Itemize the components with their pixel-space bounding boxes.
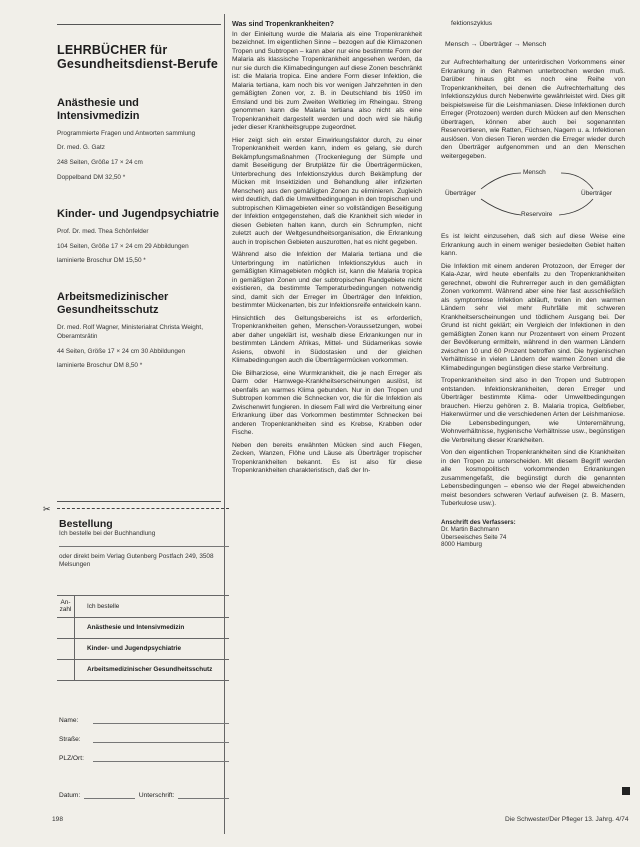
order-row[interactable]	[57, 660, 229, 681]
article-paragraph: Während also die Infektion der Malaria tertiana und die Unterbringung im natürlichen Infektionszyklus auch in gemäßigten Klimagebieten möglich ist, kann die Malaria tropica in gemäßigten Zonen und der subtropischen Randgebiete nicht existieren, da bestimmte Temperaturbedingungen notwendig sind, damit sich der Erreger im Überträger den Infektion, bestimmter Mückenarten, bis zur Infektionsreife entwickeln kann.	[232, 251, 422, 309]
qty-field[interactable]	[57, 618, 75, 638]
end-mark	[622, 787, 630, 795]
scissors-icon: ✂	[43, 504, 51, 514]
journal-source: Die Schwester/Der Pfleger 13. Jahrg. 4/74	[505, 816, 629, 823]
diagram-top-label: Mensch	[523, 169, 546, 176]
author-address	[441, 519, 625, 549]
name-field[interactable]	[59, 705, 229, 724]
article-paragraph: Von den eigentlichen Tropenkrankheiten sind die Krankheiten in den Tropen zu unterscheiden. Mit diesem Begriff werden alle kosmopolitisch vorkommenden Erkrankungen zusammengefaßt, die begünstigt durch die genannten Lebensbedingungen – ebenso wie der Regel abweichenden meist besonders schweren Verlauf aufweisen (z. B. Masern, Tuberkulose usw.).	[441, 449, 625, 507]
qty-header: An-zahl	[57, 596, 75, 617]
article-paragraph: Die Infektion mit einem anderen Protozoon, der Erreger der Kala-Azar, wird heute ebenfalls zu den Tropenkrankheiten gerechnet, obwohl die Ruhrerreger auch in den gemäßigten Zonen vorkommt. Während aber eine hier fast ausschließlich als symptomlose Infektion abläuft, treten in den warmen Ländern sehr viel mehr Ruhrfälle mit schweren Krankheitserscheinungen und tödlichem Ausgang bei. Der Grund ist nicht geklärt; ein Vergleich der Infektionen in den gemäßigten Zonen kann nur Prozentwert von einem Prozent der Bevölkerung ermitteln, während in den warmen Ländern zwischen 10 und 60 Prozent betroffen sind. Die hygienischen Verhältnisse in vielen Ländern der warmen Zonen und die Klimabedingungen begünstigen diese starke Verbreitung.	[441, 262, 625, 372]
order-line-publisher: oder direkt beim Verlag Gutenberg Postfach 249, 3508 Melsungen	[59, 553, 214, 568]
article-continuation: fektionszyklus	[451, 20, 493, 27]
diagram-bottom-label: Reservoire	[521, 211, 553, 218]
book-author-2: Prof. Dr. med. Thea Schönfelder	[57, 227, 149, 235]
author-line: Überseeisches Seite 74	[441, 533, 507, 541]
article-paragraph: Hier zeigt sich ein erster Einwirkungsfaktor durch, zu einer Tropenkrankheit werden kann, indem es gelang, sie durch Bekämpfungsmaßnahmen (Trockenlegung der Sümpfe und damit Beseitigung der Brutplätze für die Überträgermücken, Unterbrechung des Infektionszyklus durch Bekämpfung der Mücken mit Insektiziden und Behandlung aller infizierten Menschen) aus den gemäßigten Zonen zu eliminieren. Zugleich wird deutlich, daß die Umweltbedingungen in den tropischen und subtropischen Klimagebieten einer so vollständigen Beseitigung der Infektion entgegenstehen, daß die Krankheit sich wieder in diesen Gebieten halten kann, durch ein Schrumpfen, nicht zuletzt auch der Weltgesundheitsorganisation, die Erkrankung auch in tropischen Gebieten auszurotten, hat es nicht gegeben.	[232, 136, 422, 246]
bookstore-field[interactable]	[59, 538, 229, 547]
article-column-right	[441, 20, 625, 549]
article-paragraph: Tropenkrankheiten sind also in den Tropen und Subtropen entstanden. Infektionskrankheiten, deren Erreger und Überträger bestimmte Klima- oder Umweltbedingungen brauchen. Hierzu gehören z. B. Malaria tropica, Gelbfieber, Hakenwürmer und die verschiedenen Arten der Leishmaniose. Die Lebensbedingungen, wie Unterernährung, Wohnverhältnisse, hygienische Verhältnisse usw., begünstigen die Verbreitung dieser Krankheiten.	[441, 377, 625, 444]
order-row[interactable]	[57, 639, 229, 660]
infection-cycle-diagram	[441, 165, 625, 225]
name-label: Name:	[59, 717, 79, 724]
street-field[interactable]	[59, 724, 229, 743]
article-column-middle	[232, 20, 422, 480]
address-fields	[57, 705, 229, 762]
signature-label: Unterschrift:	[138, 792, 175, 799]
book-price-1: Doppelband DM 32,50 *	[57, 173, 126, 181]
date-label: Datum:	[59, 792, 81, 799]
book-meta-3: 44 Seiten, Größe 17 × 24 cm 30 Abbildungen	[57, 347, 186, 355]
diagram-left-label: Überträger	[445, 190, 477, 197]
date-signature-row[interactable]	[59, 792, 229, 799]
article-paragraph: Es ist leicht einzusehen, daß sich auf diese Weise eine Erkrankung auch in einem weniger besiedelten Gebiet halten kann.	[441, 233, 625, 257]
author-address-label: Anschrift des Verfassers:	[441, 518, 516, 526]
book-advertisement	[57, 24, 221, 502]
article-paragraph: Neben den bereits erwähnten Mücken sind auch Fliegen, Zecken, Wanzen, Flöhe und Läuse als Überträger tropischer Tropenkrankheiten bekannt. Es ist also für diese Tropenkrankheiten charakteristisch, daß der In-	[232, 441, 422, 474]
order-title: Bestellung	[59, 518, 113, 530]
author-line: 8000 Hamburg	[441, 541, 482, 549]
book-author-1: Dr. med. G. Gatz	[57, 144, 105, 152]
book-meta-1: 248 Seiten, Größe 17 × 24 cm	[57, 159, 143, 167]
article-heading: Was sind Tropenkrankheiten?	[232, 19, 334, 28]
book-desc-1: Programmierte Fragen und Antworten sammlung	[57, 130, 196, 137]
book-meta-2: 104 Seiten, Größe 17 × 24 cm 29 Abbildungen	[57, 243, 189, 251]
book-title-2: Kinder- und Jugendpsychiatrie	[57, 207, 219, 220]
article-paragraph: zur Aufrechterhaltung der unterirdischen Vorkommens einer Erkrankung in den Rahmen unterbrochen werden muß. Darüber hinaus gibt es noch eine Reihe von Tropenkrankheiten, bei denen die Aufrechterhaltung des Infektionszyklus durch Nebenwirte gewährleistet wird. Dies gilt beispielsweise für die Leishmaniasen. Diese Infektionen durch Erreger (Protozoen) werden durch Mücken auf den Menschen übertragen, können aber auch bei sogenannten Reservoirtieren, wie Ratten, Füchsen, Nagern u. a. Infektionen auslösen. Von diesen Tieren werden die Erreger wieder durch den Überträger aufgenommen und an den Menschen weitergegeben.	[441, 59, 625, 160]
order-item-label: Kinder- und Jugendpsychiatrie	[87, 645, 182, 653]
article-paragraph: Hinsichtlich des Geltungsbereichs ist es erforderlich, Tropenkrankheiten gehen, Menschen-Voraussetzungen, wobei aber daher ungeklärt ist, weshalb diese Erkrankungen nur in bestimmten Ländern Afrikas, Mittel- und Südamerikas sowie Asiens, obwohl in Südostasien und der gleichen Klimabedingungen auch die Überträgermücken vorkommen.	[232, 314, 422, 364]
item-header: Ich bestelle	[87, 602, 120, 610]
order-row[interactable]	[57, 618, 229, 639]
order-coupon	[43, 504, 229, 808]
qty-field[interactable]	[57, 639, 75, 659]
zip-city-label: PLZ/Ort:	[59, 755, 84, 762]
order-table	[57, 595, 229, 681]
book-price-2: laminierte Broschur DM 15,50 *	[57, 257, 146, 265]
book-price-3: laminierte Broschur DM 8,50 *	[57, 362, 143, 370]
street-label: Straße:	[59, 736, 81, 743]
order-item-label: Anästhesie und Intensivmedizin	[87, 624, 185, 632]
order-item-label: Arbeitsmedizinischer Gesundheitsschutz	[87, 666, 213, 674]
book-author-3: Dr. med. Rolf Wagner, Ministerialrat Christa Weight, Oberamtsrätin	[57, 324, 203, 340]
author-line: Dr. Martin Bachmann	[441, 526, 500, 534]
ad-headline: LEHRBÜCHER für Gesundheitsdienst-Berufe	[57, 43, 219, 71]
order-line-bookstore: Ich bestelle bei der Buchhandlung	[59, 530, 156, 537]
book-title-3: Arbeitsmedizinischer Gesundheitsschutz	[57, 291, 169, 317]
article-paragraph: Die Bilharziose, eine Wurmkrankheit, die je nach Erreger als Darm oder Harnwege-Krankheitserscheinungen auslöst, ist ebenfalls an warmes Klima gebunden. Nur in den Tropen und Subtropen kommen die Schnecken vor, die für die Infektion als Zwischenwirt fungieren. In diesem Fall wird die Verbreitung einer Erkrankung über das Vorkommen bestimmter Schnecken bei anderen Tropenkrankheiten sind es Krebse, Krabben oder Fische.	[232, 369, 422, 436]
diagram-right-label: Überträger	[581, 190, 613, 197]
article-paragraph: In der Einleitung wurde die Malaria als eine Tropenkrankheit bezeichnet. Im eigentlichen Sinne – bezogen auf die Klimazonen Tropen und Subtropen – kann aber nur eine bestimmte Form der Malaria als klassische Tropenkrankheit angesehen werden, da nur sie durch die Klimabedingungen auf diese Zonen beschränkt ist: die Malaria tropica. Eine andere Form dieser Infektion, die Malaria tertiana, kam noch bis vor wenigen Jahrzehnten in den gemäßigten Zonen vor, z. B. in Deutschland bis 1950 im Emsland und bis zum Zweiten Weltkrieg im Rheingau. Streng genommen kann die Malaria tertiana also nicht als eine Tropenkrankheit dargestellt werden und doch wird sie häufig jeder dieser Krankheitsgruppe zugeordnet.	[232, 30, 422, 131]
qty-field[interactable]	[57, 660, 75, 680]
order-table-header	[57, 596, 229, 618]
infection-cycle-formula: Mensch → Überträger → Mensch	[445, 40, 547, 48]
book-title-1: Anästhesie und Intensivmedizin	[57, 97, 140, 122]
zip-city-field[interactable]	[59, 743, 229, 762]
page-number: 198	[52, 816, 64, 823]
